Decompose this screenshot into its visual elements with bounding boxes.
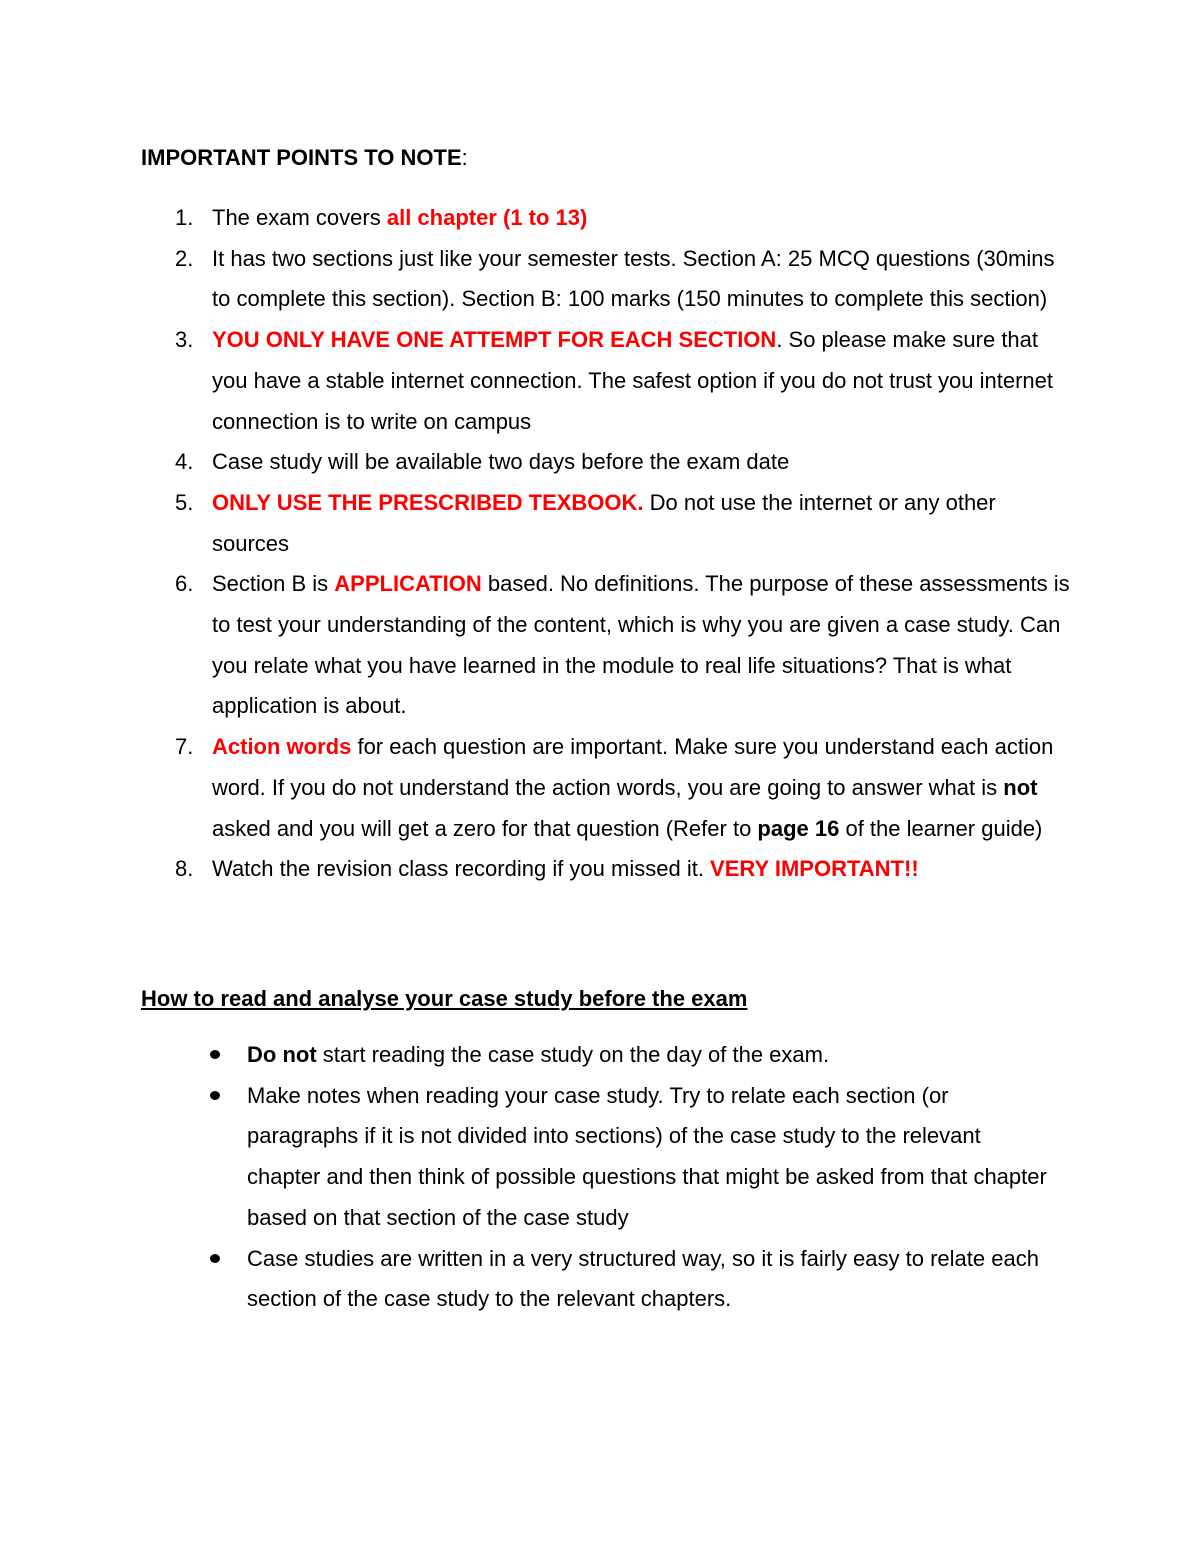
tip-item-1 <box>0 1035 1047 1076</box>
point-number: 3. <box>175 327 194 353</box>
tip-item-2 <box>0 1076 1047 1239</box>
point-number: 8. <box>175 856 194 882</box>
point-emphasis: APPLICATION <box>334 571 482 597</box>
point-bold: not <box>1003 774 1038 800</box>
point-item-1 <box>0 198 1072 239</box>
bullet-icon <box>210 1091 220 1100</box>
point-emphasis: Action words <box>212 734 352 760</box>
bullet-icon <box>210 1254 220 1263</box>
point-item-8 <box>0 849 1072 890</box>
point-text: based. No definitions. The purpose of these assessments is to test your understanding of the content, which is why you are given a case study. Can you relate what you have learned in the module to real life situations? That is what application is about. <box>212 571 1070 719</box>
point-text: Watch the revision class recording if you missed it. <box>212 856 711 882</box>
tip-text: start reading the case study on the day of the exam. <box>316 1042 830 1067</box>
point-number: 1. <box>175 205 194 230</box>
point-number: 5. <box>175 489 194 515</box>
tip-text: Case studies are written in a very structured way, so it is fairly easy to relate each section of the case study to the relevant chapters. <box>247 1245 1039 1312</box>
point-text: asked and you will get a zero for that question (Refer to <box>212 815 758 841</box>
important-points-list <box>0 198 1200 890</box>
point-emphasis: ONLY USE THE PRESCRIBED TEXBOOK. <box>212 489 644 515</box>
tip-text: Make notes when reading your case study. Try to relate each section (or paragraphs if it is not divided into sections) of the case study to the relevant chapter and then think of possible questions that might be asked from that chapter based on that section of the case study <box>247 1082 1047 1230</box>
case-study-heading: How to read and analyse your case study before the exam <box>141 986 748 1011</box>
point-bold: page 16 <box>757 815 840 841</box>
point-text: Section B is <box>212 571 335 597</box>
point-number: 4. <box>175 449 194 475</box>
point-text: for each question are important. Make sure you understand each action word. If you do not understand the action words, you are going to answer what is <box>212 734 1054 800</box>
case-study-tips-list <box>0 1035 1200 1320</box>
point-text: It has two sections just like your semester tests. Section A: 25 MCQ questions (30mins to complete this section). Section B: 100 marks (150 minutes to complete this section) <box>212 245 1055 312</box>
tip-item-3 <box>0 1239 1047 1320</box>
point-text: . So please make sure that you have a stable internet connection. The safest option if you do not trust you internet connection is to write on campus <box>212 327 1054 434</box>
point-item-6 <box>0 564 1072 727</box>
point-number: 6. <box>175 571 194 597</box>
bullet-icon <box>210 1050 220 1059</box>
heading-text: IMPORTANT POINTS TO NOTE <box>141 145 462 170</box>
point-text: of the learner guide) <box>839 815 1043 841</box>
point-item-7 <box>0 727 1072 849</box>
point-item-5 <box>0 483 1072 564</box>
point-emphasis: all chapter (1 to 13) <box>386 205 588 230</box>
point-number: 2. <box>175 245 194 271</box>
point-item-4 <box>0 442 1072 483</box>
point-text: Case study will be available two days before the exam date <box>212 449 790 475</box>
point-emphasis: YOU ONLY HAVE ONE ATTEMPT FOR EACH SECTION <box>212 327 777 353</box>
point-item-2 <box>0 239 1072 320</box>
point-text: Do not use the internet or any other sources <box>212 489 996 556</box>
page-heading <box>141 144 468 172</box>
point-number: 7. <box>175 734 194 760</box>
heading-colon: : <box>461 145 468 170</box>
point-item-3 <box>0 320 1072 442</box>
tip-bold: Do not <box>247 1042 317 1067</box>
point-emphasis: VERY IMPORTANT!! <box>710 856 919 882</box>
point-text: The exam covers <box>212 205 387 230</box>
